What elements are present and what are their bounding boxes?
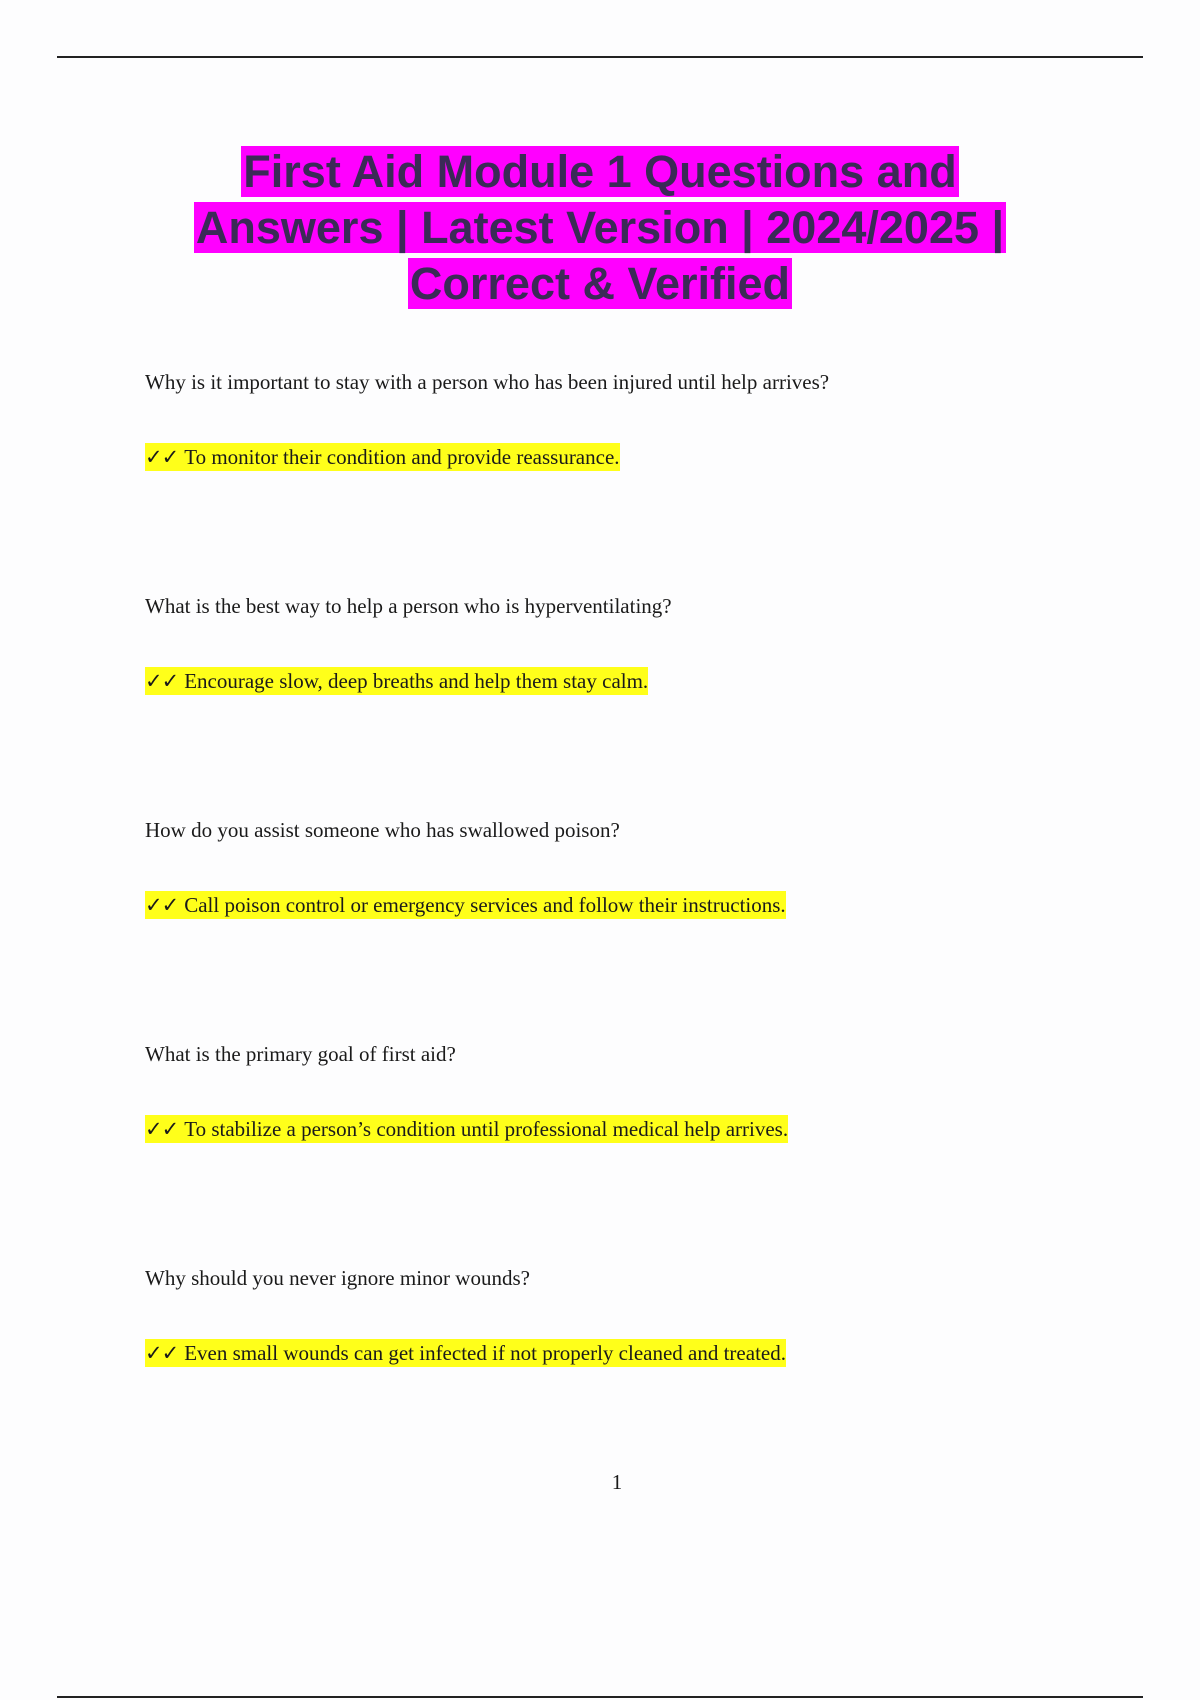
qa-item xyxy=(145,592,1085,695)
question-text: What is the best way to help a person who is hyperventilating? xyxy=(145,594,672,618)
answer-text: Even small wounds can get infected if not properly cleaned and treated. xyxy=(184,1341,786,1365)
answer-highlight xyxy=(145,891,786,919)
answer-line xyxy=(145,667,1085,695)
qa-item xyxy=(145,368,1085,471)
qa-item xyxy=(145,1040,1085,1143)
double-check-icon: ✓✓ xyxy=(145,445,179,469)
double-check-icon: ✓✓ xyxy=(145,1117,179,1141)
qa-item xyxy=(145,816,1085,919)
answer-line xyxy=(145,891,1085,919)
answer-highlight xyxy=(145,443,620,471)
bottom-rule xyxy=(57,1696,1143,1698)
page-number: 1 xyxy=(611,1470,623,1494)
answer-line xyxy=(145,1115,1085,1143)
title-line: First Aid Module 1 Questions and xyxy=(243,146,957,197)
document-title xyxy=(150,144,1050,312)
question-text: How do you assist someone who has swallowed poison? xyxy=(145,818,620,842)
title-line: Correct & Verified xyxy=(409,258,791,309)
title-line: Answers | Latest Version | 2024/2025 | xyxy=(195,202,1005,253)
answer-highlight xyxy=(145,1115,788,1143)
double-check-icon: ✓✓ xyxy=(145,669,179,693)
answer-text: To stabilize a person’s condition until professional medical help arrives. xyxy=(184,1117,789,1141)
answer-highlight xyxy=(145,1339,786,1367)
question-text: What is the primary goal of first aid? xyxy=(145,1042,456,1066)
answer-text: Call poison control or emergency services and follow their instructions. xyxy=(184,893,786,917)
answer-line xyxy=(145,443,1085,471)
answer-text: Encourage slow, deep breaths and help them stay calm. xyxy=(184,669,649,693)
double-check-icon: ✓✓ xyxy=(145,1341,179,1365)
question-text: Why is it important to stay with a person who has been injured until help arrives? xyxy=(145,370,830,394)
answer-text: To monitor their condition and provide reassurance. xyxy=(184,445,620,469)
question-text: Why should you never ignore minor wounds? xyxy=(145,1266,530,1290)
qa-item xyxy=(145,1264,1085,1367)
answer-line xyxy=(145,1339,1085,1367)
answer-highlight xyxy=(145,667,648,695)
top-rule xyxy=(57,56,1143,58)
double-check-icon: ✓✓ xyxy=(145,893,179,917)
